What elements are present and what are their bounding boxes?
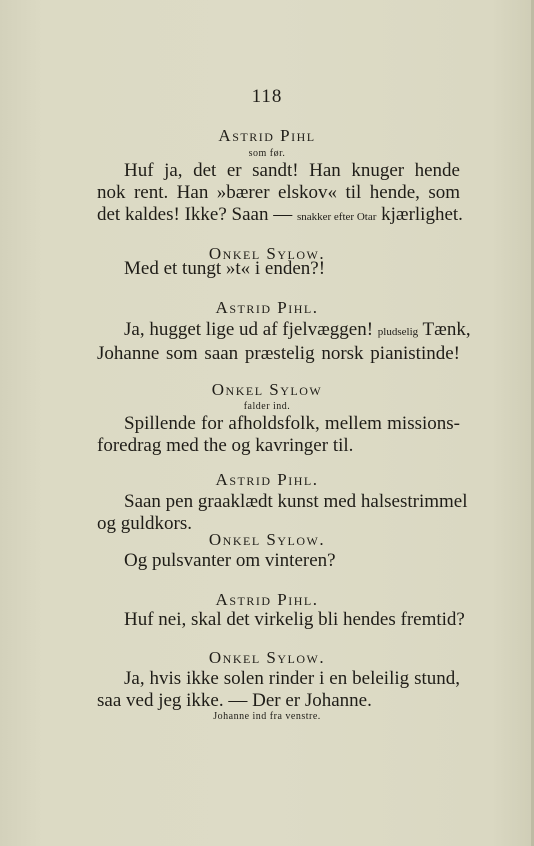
stage-direction: falder ind. xyxy=(243,401,291,412)
speech-line: saa ved jeg ikke. — Der er Johanne. xyxy=(97,690,372,711)
stage-direction: som før. xyxy=(248,148,286,159)
speech-line: Huf nei, skal det virkelig bli hendes fremtid? xyxy=(124,609,465,630)
page-number: 118 xyxy=(251,86,283,107)
speech-line: Saan pen graaklædt kunst med halsestrimmel xyxy=(124,491,468,512)
speech-line: foredrag med the og kavringer til. xyxy=(97,435,354,456)
speech-line: Ja, hvis ikke solen rinder i en beleilig stund, xyxy=(124,668,460,689)
speaker-name: Onkel Sylow xyxy=(211,380,323,399)
speaker-name: Onkel Sylow. xyxy=(208,244,326,263)
speaker-name: Astrid Pihl. xyxy=(215,470,319,489)
speech-line: Med et tungt »t« i enden?! xyxy=(124,258,326,279)
speech-line: det kaldes! Ikke? Saan — snakker efter Otar kjærlighet. xyxy=(97,204,463,225)
speech-line: og guldkors. xyxy=(97,513,192,534)
speech-text xyxy=(97,491,468,535)
speech-line: Huf ja, det er sandt! Han knuger hende xyxy=(124,160,460,181)
stage-direction: Johanne ind fra venstre. xyxy=(213,711,321,722)
speech-text xyxy=(97,413,460,457)
speech-line: Ja, hugget lige ud af fjelvæggen! pludselig Tænk, xyxy=(124,319,471,340)
speech-line: Spillende for afholdsfolk, mellem missions- xyxy=(124,413,460,434)
speaker-name: Onkel Sylow. xyxy=(208,530,326,549)
speech-text xyxy=(97,160,463,228)
speech-text xyxy=(97,668,460,712)
speech-line: Og pulsvanter om vinteren? xyxy=(124,550,336,571)
speech-text xyxy=(97,258,460,280)
speaker-name: Astrid Pihl xyxy=(218,126,316,145)
speaker-name: Onkel Sylow. xyxy=(208,648,326,667)
speaker-name: Astrid Pihl. xyxy=(215,298,319,317)
speech-line: Johanne som saan præstelig norsk pianistinde! xyxy=(97,343,460,364)
inline-stage-direction: pludselig xyxy=(377,326,419,338)
speech-text xyxy=(97,319,471,365)
speaker-name: Astrid Pihl. xyxy=(215,590,319,609)
speech-line: nok rent. Han »bærer elskov« til hende, som xyxy=(97,182,460,203)
speech-text xyxy=(97,609,465,631)
speech-text xyxy=(97,550,460,572)
inline-stage-direction: snakker efter Otar xyxy=(296,211,377,223)
